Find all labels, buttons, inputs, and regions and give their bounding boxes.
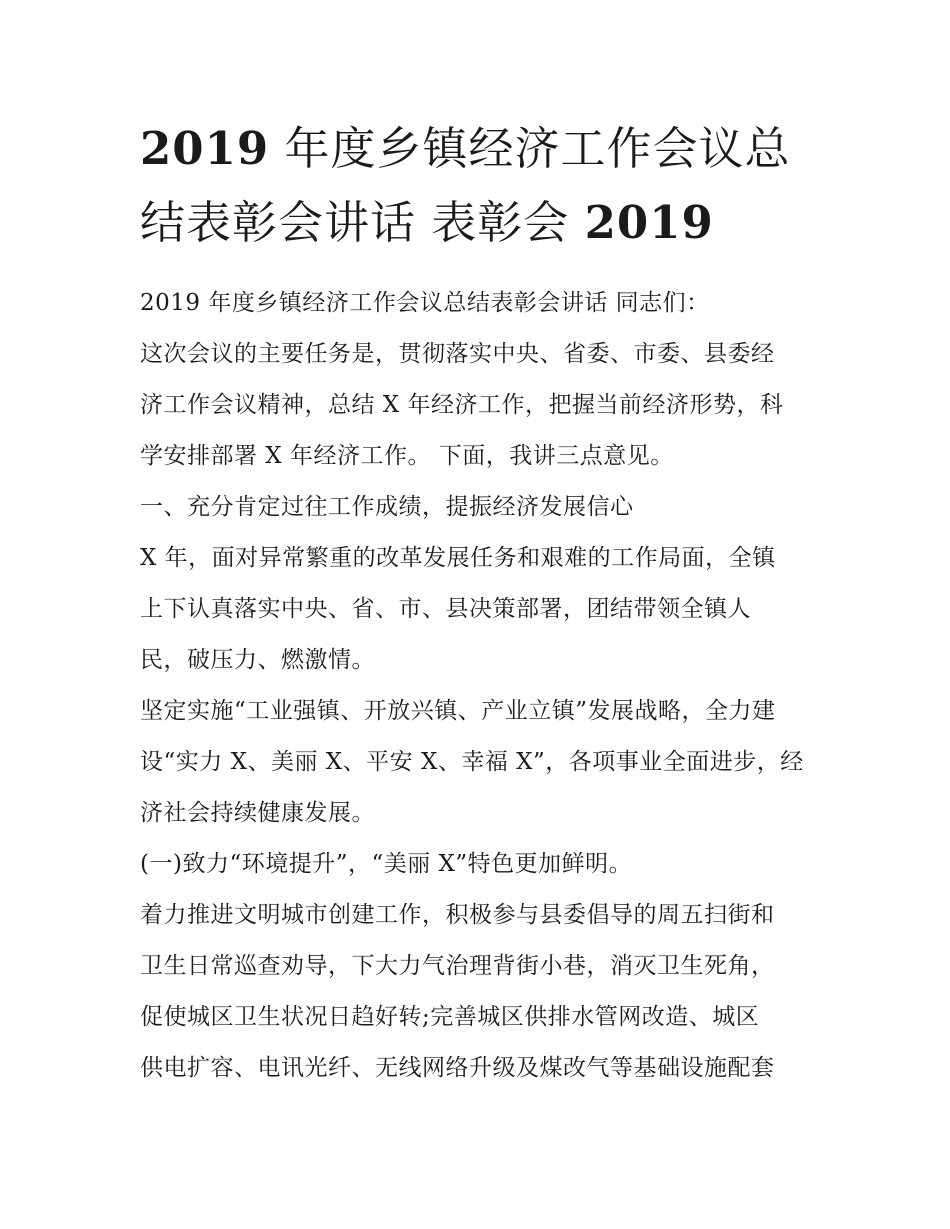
title-line-2-text: 结表彰会讲话 表彰会 (140, 196, 585, 249)
text-line-8: 民，破压力、燃激情。 (140, 647, 375, 673)
text-line-1: 2019 年度乡镇经济工作会议总结表彰会讲话 同志们： (140, 290, 710, 316)
text-line-3: 济工作会议精神，总结 X 年经济工作，把握当前经济形势，科 (140, 392, 784, 418)
text-line-6: X 年，面对异常繁重的改革发展任务和艰难的工作局面，全镇 (140, 545, 776, 571)
title-line-2-number: 2019 (584, 196, 714, 249)
text-line-10: 设“实力 X、美丽 X、平安 X、幸福 X”，各项事业全面进步，经 (140, 749, 804, 775)
subsection-heading-1: (一)致力“环境提升”，“美丽 X”特色更加鲜明。 (140, 851, 633, 877)
text-line-15: 促使城区卫生状况日趋好转;完善城区供排水管网改造、城区 (140, 1004, 760, 1030)
text-line-7: 上下认真落实中央、省、市、县决策部署，团结带领全镇人 (140, 596, 751, 622)
text-line-9: 坚定实施“工业强镇、开放兴镇、产业立镇”发展战略，全力建 (140, 698, 776, 724)
text-line-14: 卫生日常巡查劝导，下大力气治理背街小巷，消灭卫生死角， (140, 953, 775, 979)
title-line-1-number: 2019 (140, 122, 270, 175)
document-content (140, 112, 820, 1094)
text-line-13: 着力推进文明城市创建工作，积极参与县委倡导的周五扫街和 (140, 902, 775, 928)
section-heading-1: 一、充分肯定过往工作成绩，提振经济发展信心 (140, 494, 634, 520)
title-line-1-text: 年度乡镇经济工作会议总 (269, 122, 791, 175)
text-line-16: 供电扩容、电讯光纤、无线网络升级及煤改气等基础设施配套 (140, 1055, 775, 1081)
document-title (140, 112, 820, 260)
text-line-11: 济社会持续健康发展。 (140, 800, 375, 826)
text-line-4: 学安排部署 X 年经济工作。 下面，我讲三点意见。 (140, 443, 674, 469)
text-line-2: 这次会议的主要任务是，贯彻落实中央、省委、市委、县委经 (140, 341, 775, 367)
